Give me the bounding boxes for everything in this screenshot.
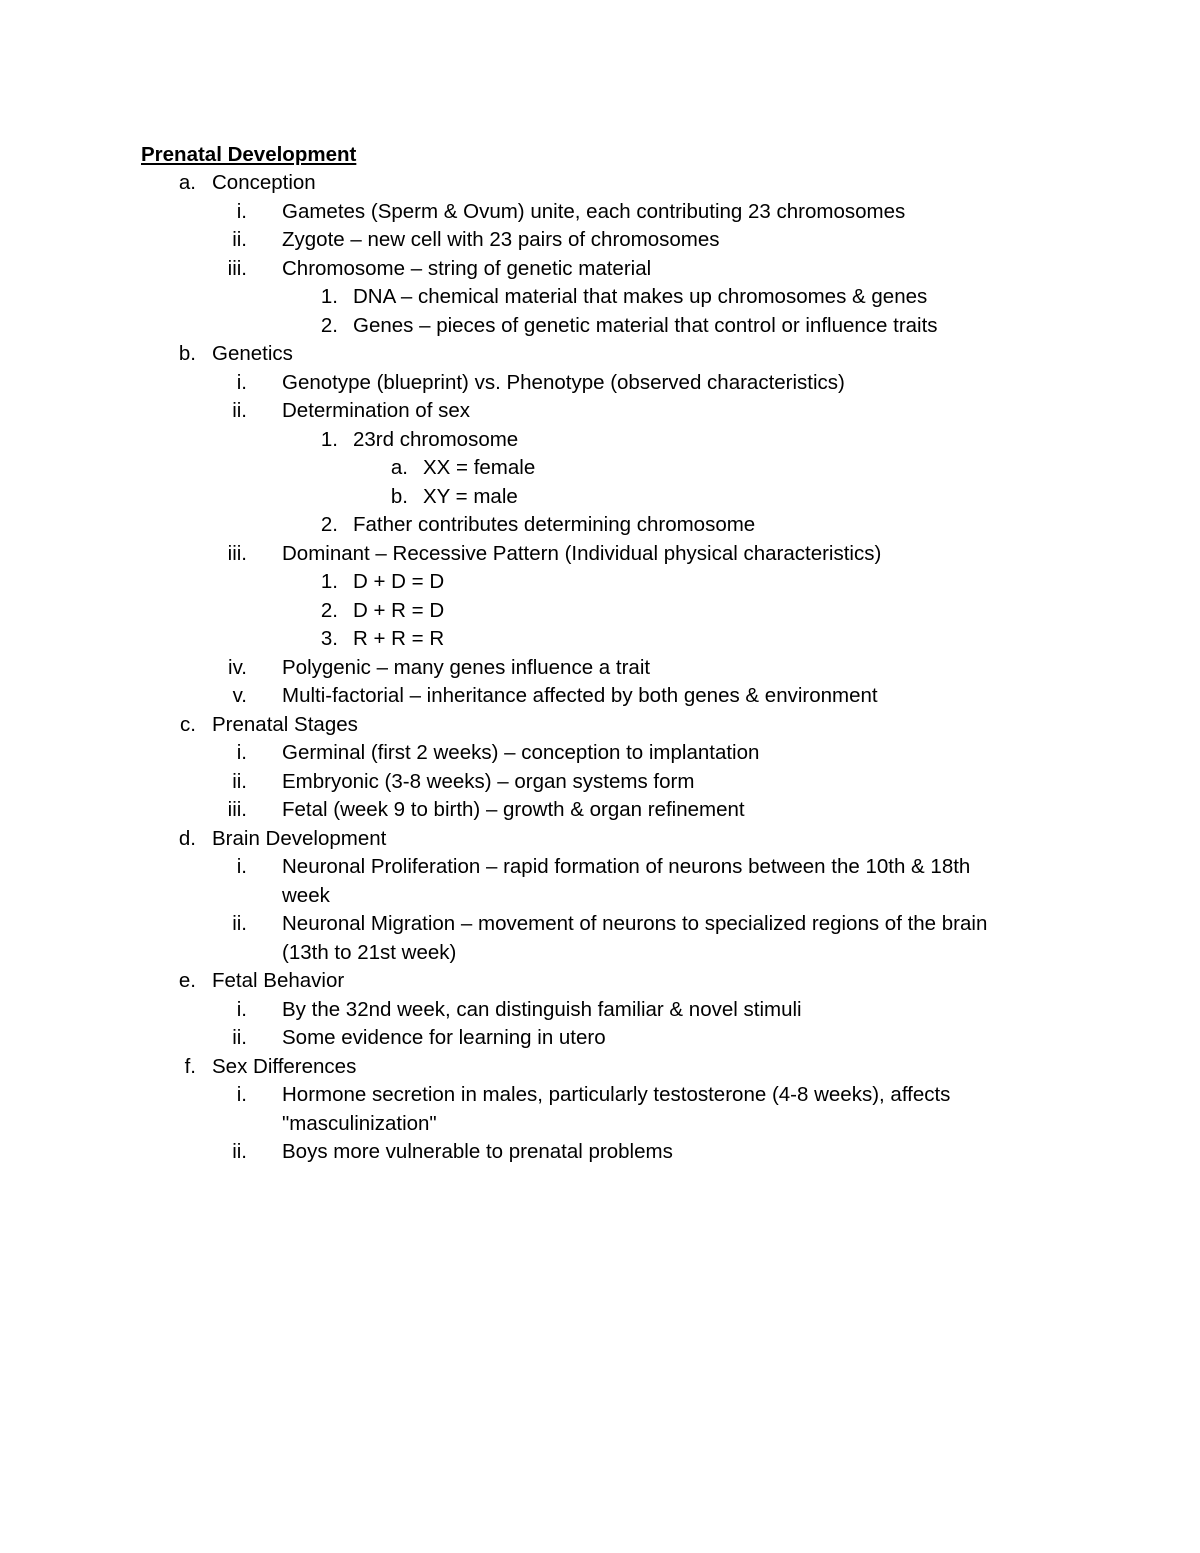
list-marker: 1. <box>320 570 338 593</box>
list-marker: e. <box>178 969 196 992</box>
list-item-text: DNA – chemical material that makes up chromosomes & genes <box>353 285 928 308</box>
list-marker: ii. <box>232 912 247 935</box>
list-item-text: Fetal (week 9 to birth) – growth & organ refinement <box>282 798 745 821</box>
list-item <box>0 312 1200 341</box>
list-marker: ii. <box>232 1140 247 1163</box>
list-item <box>0 853 1200 882</box>
list-item-text: D + D = D <box>353 570 445 593</box>
list-item-text: Genetics <box>212 342 293 365</box>
list-item-text: Zygote – new cell with 23 pairs of chromosomes <box>282 228 720 251</box>
list-item <box>0 939 1200 968</box>
list-marker: i. <box>236 855 247 878</box>
list-marker: iv. <box>228 655 247 679</box>
list-marker: i. <box>236 199 247 223</box>
list-item <box>0 1138 1200 1167</box>
list-item-text: Genes – pieces of genetic material that control or influence traits <box>353 313 938 337</box>
list-item-text: Chromosome – string of genetic material <box>282 256 652 280</box>
list-item <box>0 226 1200 255</box>
list-item <box>0 967 1200 996</box>
list-item-text: By the 32nd week, can distinguish familiar & novel stimuli <box>282 997 802 1021</box>
list-item-text: Prenatal Stages <box>212 712 358 736</box>
list-marker: i. <box>236 370 247 394</box>
list-marker: 3. <box>320 627 338 650</box>
list-marker: ii. <box>232 228 247 251</box>
list-marker: 1. <box>320 285 338 308</box>
list-item <box>0 682 1200 711</box>
list-marker: i. <box>236 741 247 764</box>
list-item <box>0 540 1200 569</box>
list-item-text: Boys more vulnerable to prenatal problems <box>282 1140 673 1163</box>
list-item-text: Fetal Behavior <box>212 969 345 992</box>
list-item <box>0 1053 1200 1082</box>
list-item <box>0 397 1200 426</box>
list-marker: d. <box>178 826 196 850</box>
list-item-text: Conception <box>212 171 316 194</box>
list-marker: i. <box>236 1083 247 1106</box>
list-item-text: 23rd chromosome <box>353 427 519 451</box>
list-item-text: Brain Development <box>212 826 387 850</box>
list-marker: a. <box>390 456 408 479</box>
list-item <box>0 198 1200 227</box>
list-item-text: Multi-factorial – inheritance affected by both genes & environment <box>282 684 878 707</box>
list-item <box>0 369 1200 398</box>
list-item <box>0 1110 1200 1139</box>
list-item-text: Embryonic (3-8 weeks) – organ systems form <box>282 769 695 793</box>
list-marker: 2. <box>320 598 338 622</box>
list-item <box>0 169 1200 198</box>
list-item-text: Neuronal Migration – movement of neurons to specialized regions of the brain <box>282 912 988 935</box>
list-item <box>0 283 1200 312</box>
list-item <box>0 654 1200 683</box>
list-item-text: "masculinization" <box>282 1111 437 1135</box>
list-item <box>0 625 1200 654</box>
list-item-text: Father contributes determining chromosome <box>353 513 756 536</box>
list-item-text: XY = male <box>423 484 518 508</box>
list-item <box>0 1024 1200 1053</box>
list-item <box>0 426 1200 455</box>
list-item <box>0 882 1200 911</box>
list-marker: iii. <box>227 256 247 280</box>
list-item <box>0 711 1200 740</box>
list-marker: ii. <box>232 769 247 793</box>
list-item <box>0 825 1200 854</box>
outline-list <box>0 169 1200 1167</box>
list-item-text: D + R = D <box>353 598 445 622</box>
list-item-text: Gametes (Sperm & Ovum) unite, each contributing 23 chromosomes <box>282 199 906 223</box>
list-item-text: Some evidence for learning in utero <box>282 1026 606 1049</box>
list-item <box>0 768 1200 797</box>
list-item-text: Polygenic – many genes influence a trait <box>282 655 651 679</box>
list-item <box>0 255 1200 284</box>
list-marker: b. <box>390 484 408 508</box>
list-marker: 2. <box>320 313 338 337</box>
list-item-text: Neuronal Proliferation – rapid formation of neurons between the 10th & 18th <box>282 855 971 878</box>
list-item-text: (13th to 21st week) <box>282 940 457 964</box>
list-item-text: XX = female <box>423 456 536 479</box>
list-marker: iii. <box>227 798 247 821</box>
list-item <box>0 483 1200 512</box>
list-item-text: Genotype (blueprint) vs. Phenotype (observed characteristics) <box>282 370 845 394</box>
list-item <box>0 1081 1200 1110</box>
page-title: Prenatal Development <box>141 143 357 166</box>
list-marker: ii. <box>232 1026 247 1049</box>
list-item-text: Germinal (first 2 weeks) – conception to implantation <box>282 741 760 764</box>
list-item <box>0 996 1200 1025</box>
list-marker: ii. <box>232 399 247 422</box>
list-item <box>0 340 1200 369</box>
list-item <box>0 454 1200 483</box>
list-marker: b. <box>178 342 196 365</box>
list-marker: 2. <box>320 513 338 536</box>
list-item-text: week <box>282 883 330 907</box>
list-marker: iii. <box>227 541 247 565</box>
list-item-text: Dominant – Recessive Pattern (Individual physical characteristics) <box>282 541 882 565</box>
list-item-text: Hormone secretion in males, particularly testosterone (4-8 weeks), affects <box>282 1083 951 1106</box>
list-item <box>0 511 1200 540</box>
list-marker: v. <box>232 684 247 707</box>
list-item-text: Sex Differences <box>212 1054 357 1078</box>
list-item <box>0 568 1200 597</box>
list-marker: a. <box>178 171 196 194</box>
list-item <box>0 597 1200 626</box>
list-item-text: Determination of sex <box>282 399 471 422</box>
list-item <box>0 796 1200 825</box>
list-marker: i. <box>236 997 247 1021</box>
list-item <box>0 739 1200 768</box>
list-marker: 1. <box>320 427 338 451</box>
list-marker: c. <box>180 712 196 736</box>
list-item-text: R + R = R <box>353 627 445 650</box>
list-marker: f. <box>184 1054 196 1078</box>
list-item <box>0 910 1200 939</box>
